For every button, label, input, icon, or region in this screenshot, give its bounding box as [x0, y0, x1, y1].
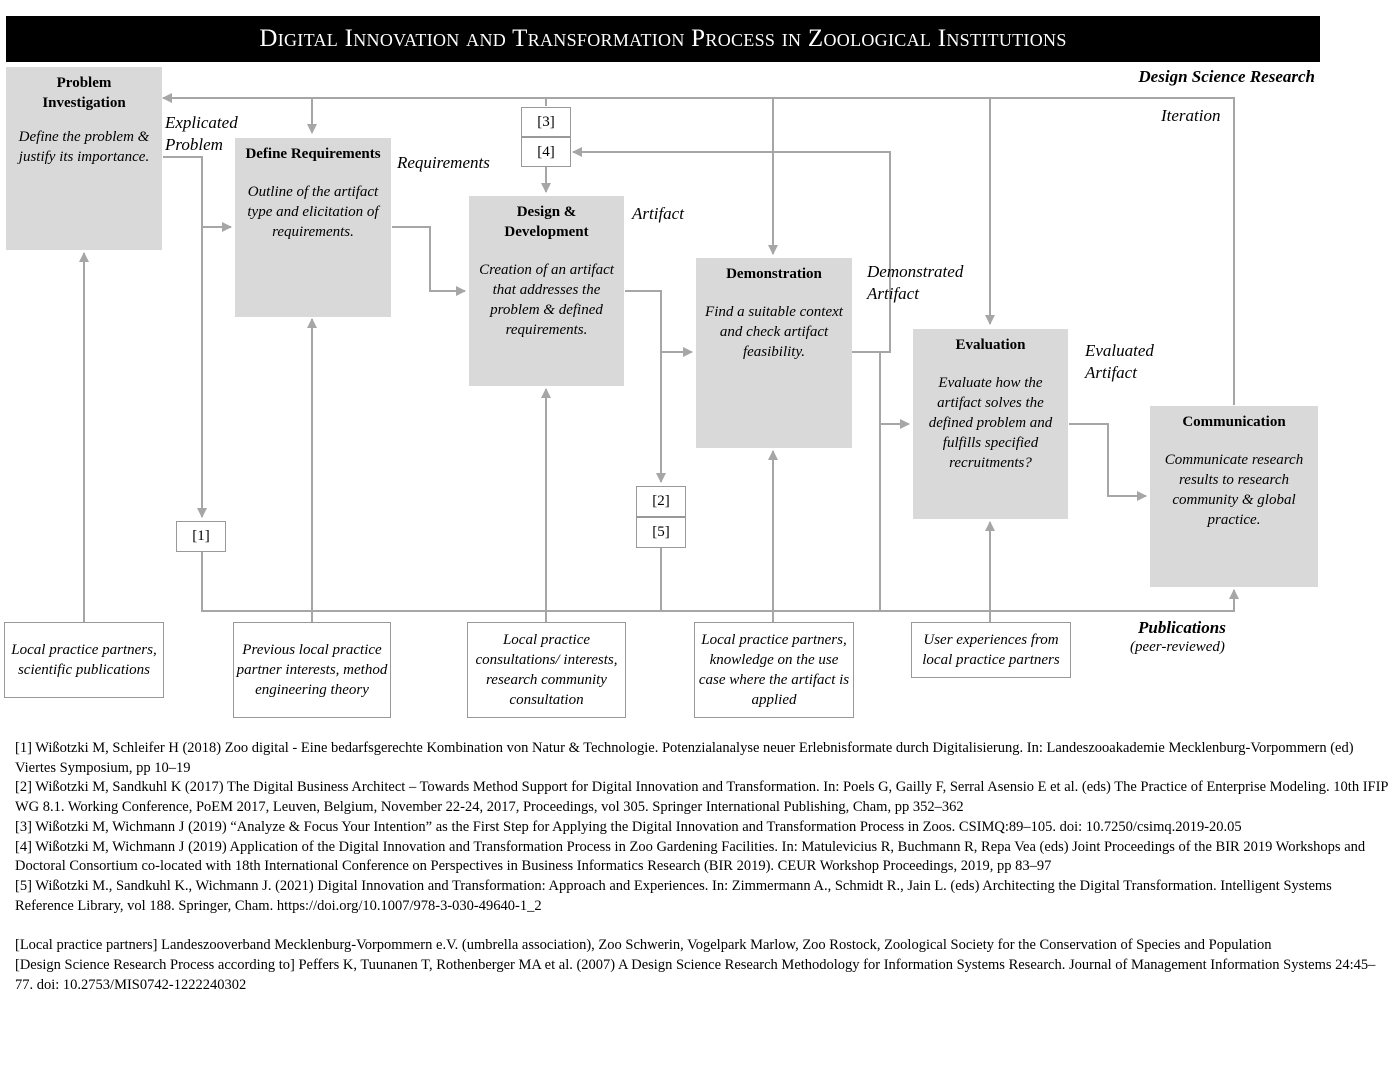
phase-title: Demonstration — [726, 266, 822, 282]
phase-demonstration — [696, 258, 852, 448]
references-section — [15, 739, 1390, 995]
diagram-title: Digital Innovation and Transformation Process in Zoological Institutions — [6, 16, 1320, 62]
publications-line — [202, 552, 1234, 611]
publications-label: Publications — [1138, 618, 1226, 637]
phase-description: Define the problem & justify its importance. — [18, 129, 150, 165]
references-spacer — [15, 916, 1390, 936]
label-requirements: Requirements — [397, 153, 490, 172]
phase-description: Communicate research results to research community & global practice. — [1164, 452, 1304, 528]
reference-3: [3] Wißotzki M, Wichmann J (2019) “Analyze & Focus Your Intention” as the First Step for Applying the Digital Innovation and Transformation Process in Zoos. CSIMQ:89–105. doi: 10.7250/csimq.2019-20.05 — [15, 818, 1242, 835]
reference-2: [2] Wißotzki M, Sandkuhl K (2017) The Digital Business Architect – Towards Method Support for Digital Innovation and Transformation. In: Poels G, Gailly F, Serral Asensio E et al. (eds) The Practice of Enterprise Modeling. 10th IFIP WG 8.1. Working Conference, PoEM 2017, Leuven, Belgium, November 22-24, 2017, Proceedings, vol 305. Springer International Publishing, Cham, pp 352–362 — [15, 779, 1388, 816]
reference-5: [5] Wißotzki M., Sandkuhl K., Wichmann J. (2021) Digital Innovation and Transformation: Approach and Experiences. In: Zimmermann A., Schmidt R., Jain L. (eds) Architecting the Digital Transformation. Intelligent Systems Reference Library, vol 188. Springer, Cham. https://doi.org/10.1007/978-3-030-49640-1_2 — [15, 877, 1332, 914]
note-local-partners: [Local practice partners] Landeszooverband Mecklenburg-Vorpommern e.V. (umbrella association), Zoo Schwerin, Vogelpark Marlow, Zoo Rostock, Zoological Society for the Conservation of Species and Population — [15, 937, 1272, 954]
source-demonstration: Local practice partners, knowledge on the use case where the artifact is applied — [694, 622, 854, 718]
reference-1: [1] Wißotzki M, Schleifer H (2018) Zoo digital - Eine bedarfsgerechte Kombination von Natur & Technologie. Potenzialanalyse neuer Erlebnisformate durch Digitalisierung. In: Landeszooakademie Mecklenburg-Vorpommern (ed) Viertes Symposium, pp 10–19 — [15, 740, 1354, 776]
phase-title: Problem Investigation — [42, 75, 126, 111]
ref-marker-2: [2] — [636, 486, 686, 517]
source-evaluation: User experiences from local practice partners — [911, 622, 1071, 678]
ref-marker-1: [1] — [176, 521, 226, 552]
label-explicated-problem: Explicated Problem — [165, 113, 238, 154]
phase-description: Evaluate how the artifact solves the defined problem and fulfills specified recruitments? — [928, 375, 1053, 471]
source-requirements: Previous local practice partner interests, method engineering theory — [233, 622, 391, 718]
iteration-label: Iteration — [1161, 106, 1221, 125]
phase-title: Design & Development — [504, 204, 589, 240]
phase-problem-investigation — [6, 67, 162, 250]
phase-define-requirements — [235, 138, 391, 317]
arrow-evaluation-communication — [1069, 424, 1146, 496]
source-design: Local practice consultations/ interests, research community consultation — [467, 622, 626, 718]
ref-marker-4: [4] — [521, 137, 571, 167]
dsr-label: Design Science Research — [1138, 67, 1315, 86]
phase-description: Outline of the artifact type and elicitation of requirements. — [247, 184, 379, 240]
ref-marker-5: [5] — [636, 517, 686, 548]
phase-title: Communication — [1182, 414, 1286, 430]
phase-title: Evaluation — [955, 337, 1026, 353]
note-dsr-process: [Design Science Research Process according to] Peffers K, Tuunanen T, Rothenberger MA et al. (2007) A Design Science Research Methodology for Information Systems Research. Journal of Management Information Systems 24:45–77. doi: 10.2753/MIS0742-1222240302 — [15, 957, 1376, 993]
reference-4: [4] Wißotzki M, Wichmann J (2019) Application of the Digital Innovation and Transformation Process in Zoo Gardening Facilities. In: Matulevicius R, Buchmann R, Repa Vea (eds) Joint Proceedings of the BIR 2019 Workshops and Doctoral Consortium co-located with 18th International Conference on Perspectives in Business Informatics Research (BIR 2019). CEUR Workshop Proceedings, 2019, pp 83–97 — [15, 838, 1366, 875]
phase-communication — [1150, 406, 1318, 587]
label-demonstrated-artifact: Demonstrated Artifact — [867, 262, 964, 303]
arrow-problem-requirements — [163, 157, 231, 227]
source-problem: Local practice partners, scientific publications — [4, 622, 164, 698]
arrow-demonstration-evaluation — [852, 352, 909, 424]
ref-marker-3: [3] — [521, 107, 571, 137]
phase-evaluation — [913, 329, 1068, 519]
arrow-design-demonstration — [625, 291, 692, 352]
publications-subtitle: (peer-reviewed) — [1130, 639, 1225, 655]
phase-description: Find a suitable context and check artifact feasibility. — [705, 304, 843, 360]
arrow-requirements-design — [392, 227, 465, 291]
phase-description: Creation of an artifact that addresses the problem & defined requirements. — [479, 262, 614, 338]
phase-design-development — [469, 196, 624, 386]
label-evaluated-artifact: Evaluated Artifact — [1085, 341, 1154, 382]
label-artifact: Artifact — [632, 204, 684, 223]
phase-title: Define Requirements — [245, 146, 381, 162]
